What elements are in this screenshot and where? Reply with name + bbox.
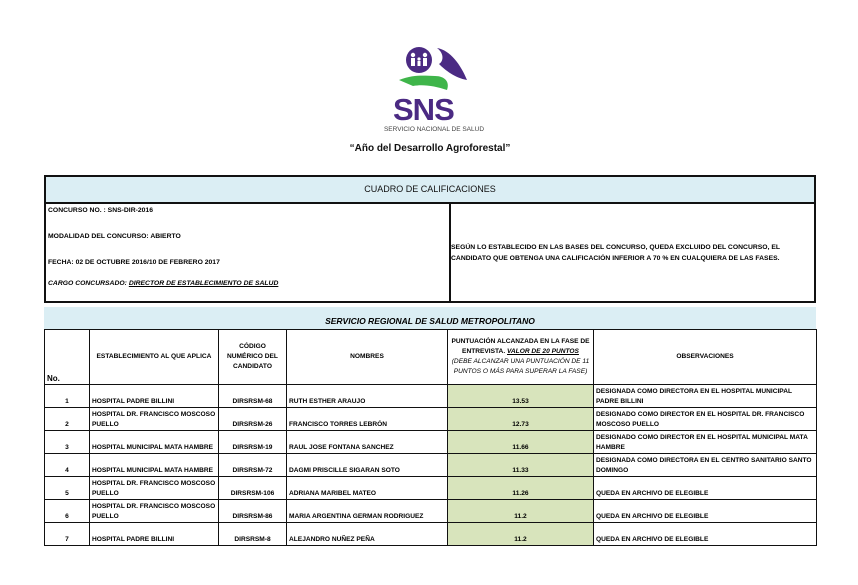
table-row xyxy=(45,408,817,431)
row-observaciones: QUEDA EN ARCHIVO DE ELEGIBLE xyxy=(594,500,817,523)
col-puntuacion xyxy=(448,330,594,385)
concurso: CONCURSO NO. : SNS-DIR-2016 xyxy=(48,207,153,214)
col-codigo: CÓDIGO NUMÉRICO DEL CANDIDATO xyxy=(219,330,287,385)
col-no: No. xyxy=(45,330,90,385)
row-score: 12.73 xyxy=(448,408,594,431)
exclusion-note: SEGÚN LO ESTABLECIDO EN LAS BASES DEL CONCURSO, QUEDA EXCLUIDO DEL CONCURSO, EL CANDIDATO QUE OBTENGA UNA CALIFICACIÓN INFERIOR A 70 % EN CUALQUIERA DE LAS FASES. xyxy=(451,244,780,262)
modalidad: MODALIDAD DEL CONCURSO: ABIERTO xyxy=(48,233,181,240)
puntuacion-label: PUNTUACIÓN ALCANZADA EN LA FASE DE ENTREVISTA. xyxy=(451,338,590,355)
puntuacion-nota: (DEBE ALCANZAR UNA PUNTUACIÓN DE 11 PUNTOS O MÁS PARA SUPERAR LA FASE) xyxy=(451,358,590,375)
row-score: 11.2 xyxy=(448,500,594,523)
contest-info xyxy=(46,202,451,301)
results-table xyxy=(44,329,817,546)
row-score: 11.66 xyxy=(448,431,594,454)
row-no: 6 xyxy=(45,500,90,523)
table-header xyxy=(45,330,817,385)
row-observaciones: DESIGNADO COMO DIRECTOR EN EL HOSPITAL DR. FRANCISCO MOSCOSO PUELLO xyxy=(594,408,817,431)
table-row xyxy=(45,454,817,477)
row-no: 5 xyxy=(45,477,90,500)
table-row xyxy=(45,500,817,523)
row-establecimiento: HOSPITAL DR. FRANCISCO MOSCOSO PUELLO xyxy=(90,477,219,500)
row-no: 7 xyxy=(45,523,90,546)
row-establecimiento: HOSPITAL MUNICIPAL MATA HAMBRE xyxy=(90,431,219,454)
row-observaciones: DESIGNADO COMO DIRECTOR EN EL HOSPITAL MUNICIPAL MATA HAMBRE xyxy=(594,431,817,454)
row-establecimiento: HOSPITAL MUNICIPAL MATA HAMBRE xyxy=(90,454,219,477)
row-codigo: DIRSRSM-8 xyxy=(219,523,287,546)
logo-text: SNS xyxy=(393,92,454,127)
cargo-label: CARGO CONCURSADO: xyxy=(48,280,129,287)
table-row xyxy=(45,477,817,500)
col-nombres: NOMBRES xyxy=(287,330,448,385)
row-nombre: RAUL JOSE FONTANA SANCHEZ xyxy=(287,431,448,454)
puntuacion-valor: VALOR DE 20 PUNTOS xyxy=(507,348,579,355)
col-establecimiento: ESTABLECIMIENTO AL QUE APLICA xyxy=(90,330,219,385)
row-score: 11.33 xyxy=(448,454,594,477)
row-codigo: DIRSRSM-68 xyxy=(219,385,287,408)
row-observaciones: DESIGNADA COMO DIRECTORA EN EL CENTRO SANITARIO SANTO DOMINGO xyxy=(594,454,817,477)
row-nombre: RUTH ESTHER ARAUJO xyxy=(287,385,448,408)
row-codigo: DIRSRSM-86 xyxy=(219,500,287,523)
row-nombre: ALEJANDRO NUÑEZ PEÑA xyxy=(287,523,448,546)
row-codigo: DIRSRSM-106 xyxy=(219,477,287,500)
row-nombre: ADRIANA MARIBEL MATEO xyxy=(287,477,448,500)
row-establecimiento: HOSPITAL DR. FRANCISCO MOSCOSO PUELLO xyxy=(90,500,219,523)
row-codigo: DIRSRSM-19 xyxy=(219,431,287,454)
table-row xyxy=(45,431,817,454)
row-no: 1 xyxy=(45,385,90,408)
fecha: FECHA: 02 DE OCTUBRE 2016/10 DE FEBRERO 2017 xyxy=(48,259,220,266)
row-establecimiento: HOSPITAL DR. FRANCISCO MOSCOSO PUELLO xyxy=(90,408,219,431)
row-score: 11.2 xyxy=(448,523,594,546)
info-box xyxy=(44,175,816,303)
box-title: CUADRO DE CALIFICACIONES xyxy=(46,177,814,204)
logo-subtitle: SERVICIO NACIONAL DE SALUD xyxy=(383,126,485,133)
table-row xyxy=(45,385,817,408)
cargo-value: DIRECTOR DE ESTABLECIMIENTO DE SALUD xyxy=(128,280,279,287)
row-no: 2 xyxy=(45,408,90,431)
row-observaciones: QUEDA EN ARCHIVO DE ELEGIBLE xyxy=(594,523,817,546)
row-establecimiento: HOSPITAL PADRE BILLINI xyxy=(90,385,219,408)
row-observaciones: DESIGNADA COMO DIRECTORA EN EL HOSPITAL MUNICIPAL PADRE BILLINI xyxy=(594,385,817,408)
row-codigo: DIRSRSM-72 xyxy=(219,454,287,477)
table-row xyxy=(45,523,817,546)
region-title: SERVICIO REGIONAL DE SALUD METROPOLITANO xyxy=(44,307,816,329)
row-nombre: MARIA ARGENTINA GERMAN RODRIGUEZ xyxy=(287,500,448,523)
row-score: 13.53 xyxy=(448,385,594,408)
row-nombre: DAGMI PRISCILLE SIGARAN SOTO xyxy=(287,454,448,477)
row-nombre: FRANCISCO TORRES LEBRÓN xyxy=(287,408,448,431)
row-no: 3 xyxy=(45,431,90,454)
row-establecimiento: HOSPITAL PADRE BILLINI xyxy=(90,523,219,546)
row-codigo: DIRSRSM-26 xyxy=(219,408,287,431)
row-score: 11.26 xyxy=(448,477,594,500)
row-no: 4 xyxy=(45,454,90,477)
cargo xyxy=(48,280,278,287)
col-observaciones: OBSERVACIONES xyxy=(594,330,817,385)
row-observaciones: QUEDA EN ARCHIVO DE ELEGIBLE xyxy=(594,477,817,500)
motto: “Año del Desarrollo Agroforestal” xyxy=(349,143,511,154)
